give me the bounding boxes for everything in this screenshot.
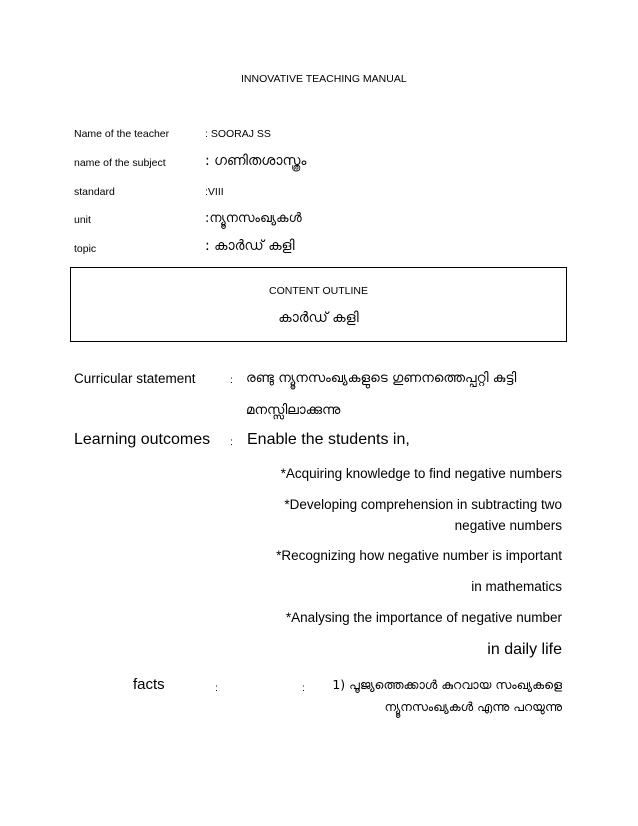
subject-label: name of the subject [74,157,166,169]
content-outline-heading: CONTENT OUTLINE [269,285,368,297]
teacher-value: : SOORAJ SS [205,128,271,140]
facts-colon-1: : [215,682,218,694]
curricular-colon: : [230,374,233,386]
facts-label: facts [133,676,165,693]
learning-outcome-item: in mathematics [471,579,562,594]
facts-colon-2: : [302,682,305,694]
learning-outcome-item: *Developing comprehension in subtracting two [284,497,562,512]
learning-outcome-item: *Analysing the importance of negative number [285,610,562,625]
standard-value: :VIII [205,186,224,198]
facts-line-2: ന്യൂനസംഖ്യകൾ എന്നു പറയുന്നു [384,699,562,714]
page-title: INNOVATIVE TEACHING MANUAL [241,73,407,85]
content-outline-text: കാർഡ് കളി [278,310,359,326]
topic-label: topic [74,243,97,255]
learning-outcome-item: negative numbers [454,518,562,533]
learning-intro: Enable the students in, [247,431,410,448]
facts-line-1: 1) പൂജ്യത്തെക്കാൾ കുറവായ സംഖ്യകളെ [332,677,562,692]
curricular-label: Curricular statement [74,371,196,386]
learning-outcome-item: in daily life [487,641,562,658]
curricular-line-2: മനസ്സിലാക്കുന്നു [246,402,341,418]
curricular-line-1: രണ്ടു ന്യൂനസംഖ്യകളുടെ ഗുണനത്തെപ്പറ്റി കുട്ടി [246,370,517,386]
learning-outcome-item: *Recognizing how negative number is important [276,548,562,563]
teacher-label: Name of the teacher [74,128,170,140]
unit-value: :ന്യൂനസംഖ്യകൾ [205,211,302,226]
subject-value: : ഗണിതശാസ്ത്രം [205,153,307,169]
learning-outcome-item: *Acquiring knowledge to find negative numbers [280,466,562,481]
unit-label: unit [74,214,91,226]
content-outline-box [70,267,567,342]
topic-value: : കാർഡ് കളി [205,238,295,254]
learning-label: Learning outcomes [74,431,211,448]
learning-colon: : [230,436,233,448]
standard-label: standard [74,186,115,198]
